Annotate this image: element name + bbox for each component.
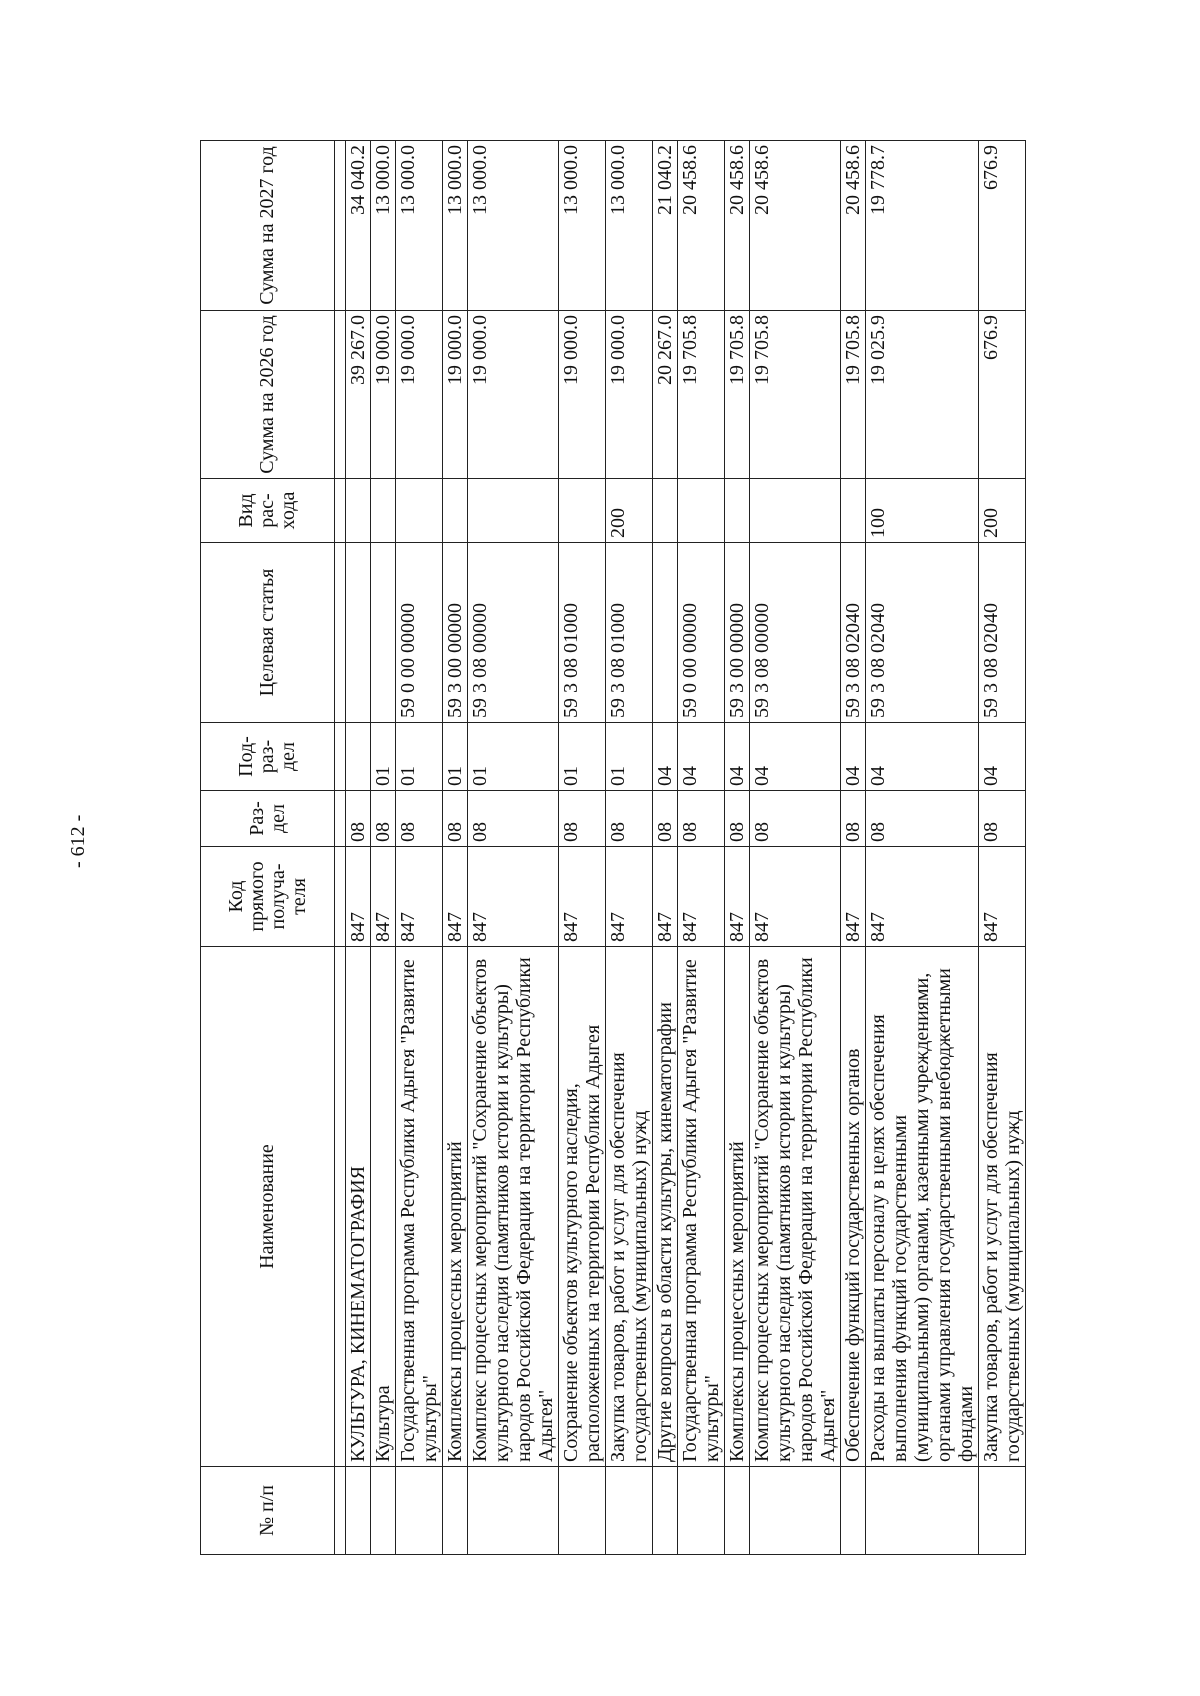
cell-name: Другие вопросы в области культуры, кинематографии xyxy=(653,947,678,1467)
cell-section: 08 xyxy=(866,791,979,847)
cell-section: 08 xyxy=(725,791,750,847)
cell-num xyxy=(443,1467,468,1555)
cell-target: 59 3 00 00000 xyxy=(725,543,750,723)
col-header-num: № п/п xyxy=(201,1467,335,1555)
cell-expense-type xyxy=(653,479,678,543)
cell-subsection: 04 xyxy=(678,723,725,791)
cell-sum-2026: 19 705.8 xyxy=(750,311,841,479)
cell-sum-2027: 676.9 xyxy=(979,141,1026,311)
cell-num xyxy=(653,1467,678,1555)
cell-subsection: 01 xyxy=(559,723,606,791)
cell-section: 08 xyxy=(443,791,468,847)
cell-sum-2026: 20 267.0 xyxy=(653,311,678,479)
cell-target: 59 0 00 00000 xyxy=(678,543,725,723)
cell-subsection: 01 xyxy=(396,723,443,791)
cell-section: 08 xyxy=(979,791,1026,847)
cell-expense-type xyxy=(371,479,396,543)
table-row xyxy=(468,141,559,1555)
cell-sum-2026: 19 705.8 xyxy=(841,311,866,479)
cell-recipient: 847 xyxy=(750,847,841,947)
cell-target: 59 0 00 00000 xyxy=(396,543,443,723)
cell-subsection: 04 xyxy=(750,723,841,791)
cell-subsection: 04 xyxy=(979,723,1026,791)
cell-sum-2026: 19 000.0 xyxy=(468,311,559,479)
cell-recipient: 847 xyxy=(653,847,678,947)
cell-expense-type: 200 xyxy=(606,479,653,543)
cell-subsection: 04 xyxy=(866,723,979,791)
table-row xyxy=(396,141,443,1555)
cell-section: 08 xyxy=(841,791,866,847)
cell-recipient: 847 xyxy=(371,847,396,947)
cell-sum-2027: 13 000.0 xyxy=(443,141,468,311)
cell-section: 08 xyxy=(396,791,443,847)
cell-sum-2026: 19 000.0 xyxy=(371,311,396,479)
cell-expense-type xyxy=(468,479,559,543)
cell-target: 59 3 08 00000 xyxy=(468,543,559,723)
cell-section: 08 xyxy=(346,791,371,847)
cell-expense-type xyxy=(396,479,443,543)
cell-sum-2027: 13 000.0 xyxy=(559,141,606,311)
cell-name: Обеспечение функций государственных органов xyxy=(841,947,866,1467)
cell-name: Закупка товаров, работ и услуг для обеспечения государственных (муниципальных) нужд xyxy=(606,947,653,1467)
cell-sum-2027: 13 000.0 xyxy=(468,141,559,311)
cell-target xyxy=(653,543,678,723)
cell-recipient: 847 xyxy=(866,847,979,947)
cell-target: 59 3 08 02040 xyxy=(841,543,866,723)
cell-num xyxy=(725,1467,750,1555)
cell-name: Государственная программа Республики Адыгея "Развитие культуры" xyxy=(396,947,443,1467)
cell-recipient: 847 xyxy=(396,847,443,947)
cell-subsection: 01 xyxy=(371,723,396,791)
cell-expense-type xyxy=(443,479,468,543)
cell-name: Закупка товаров, работ и услуг для обеспечения государственных (муниципальных) нужд xyxy=(979,947,1026,1467)
cell-sum-2027: 20 458.6 xyxy=(678,141,725,311)
cell-expense-type xyxy=(346,479,371,543)
cell-num xyxy=(678,1467,725,1555)
cell-subsection xyxy=(346,723,371,791)
col-header-section: Раз-дел xyxy=(201,791,335,847)
cell-sum-2026: 19 000.0 xyxy=(443,311,468,479)
cell-sum-2026: 19 000.0 xyxy=(396,311,443,479)
cell-sum-2027: 13 000.0 xyxy=(606,141,653,311)
cell-sum-2027: 34 040.2 xyxy=(346,141,371,311)
table-row xyxy=(979,141,1026,1555)
cell-recipient: 847 xyxy=(841,847,866,947)
rotated-page xyxy=(200,141,1024,1555)
table-row xyxy=(606,141,653,1555)
table-row xyxy=(371,141,396,1555)
table-row xyxy=(725,141,750,1555)
cell-target xyxy=(371,543,396,723)
cell-recipient: 847 xyxy=(979,847,1026,947)
cell-sum-2026: 39 267.0 xyxy=(346,311,371,479)
cell-target: 59 3 08 00000 xyxy=(750,543,841,723)
cell-recipient: 847 xyxy=(346,847,371,947)
cell-expense-type xyxy=(750,479,841,543)
budget-table xyxy=(200,140,1026,1555)
cell-subsection: 04 xyxy=(653,723,678,791)
cell-sum-2026: 19 705.8 xyxy=(725,311,750,479)
cell-recipient: 847 xyxy=(443,847,468,947)
cell-section: 08 xyxy=(371,791,396,847)
cell-subsection: 04 xyxy=(841,723,866,791)
table-row xyxy=(678,141,725,1555)
cell-num xyxy=(346,1467,371,1555)
cell-name: Комплекс процессных мероприятий "Сохранение объектов культурного наследия (памятников истории и культуры) народов Российской Федерации на территории Республики Адыгея" xyxy=(750,947,841,1467)
col-header-sum-2026: Сумма на 2026 год xyxy=(201,311,335,479)
cell-target: 59 3 08 02040 xyxy=(979,543,1026,723)
cell-section: 08 xyxy=(678,791,725,847)
cell-target: 59 3 08 01000 xyxy=(606,543,653,723)
cell-sum-2026: 19 000.0 xyxy=(606,311,653,479)
cell-name: Расходы на выплаты персоналу в целях обеспечения выполнения функций государственными (муниципальными) органами, казенными учреждениями, органами управления государственными внебюджетными фондами xyxy=(866,947,979,1467)
cell-subsection: 04 xyxy=(725,723,750,791)
cell-num xyxy=(750,1467,841,1555)
cell-sum-2026: 19 000.0 xyxy=(559,311,606,479)
col-header-expense-type: Вид рас-хода xyxy=(201,479,335,543)
header-separator-row xyxy=(335,141,346,1555)
cell-sum-2027: 19 778.7 xyxy=(866,141,979,311)
cell-sum-2027: 20 458.6 xyxy=(725,141,750,311)
cell-name: Комплекс процессных мероприятий "Сохранение объектов культурного наследия (памятников истории и культуры) народов Российской Федерации на территории Республики Адыгея" xyxy=(468,947,559,1467)
cell-section: 08 xyxy=(468,791,559,847)
table-row xyxy=(750,141,841,1555)
cell-num xyxy=(841,1467,866,1555)
cell-sum-2027: 20 458.6 xyxy=(750,141,841,311)
cell-section: 08 xyxy=(606,791,653,847)
cell-num xyxy=(559,1467,606,1555)
table-header xyxy=(201,141,335,1555)
cell-expense-type xyxy=(841,479,866,543)
cell-expense-type: 200 xyxy=(979,479,1026,543)
cell-recipient: 847 xyxy=(468,847,559,947)
cell-name: Комплексы процессных мероприятий xyxy=(443,947,468,1467)
cell-target xyxy=(346,543,371,723)
cell-num xyxy=(606,1467,653,1555)
col-header-recipient: Код прямого получа-теля xyxy=(201,847,335,947)
cell-sum-2026: 19 025.9 xyxy=(866,311,979,479)
cell-subsection: 01 xyxy=(443,723,468,791)
col-header-target: Целевая статья xyxy=(201,543,335,723)
cell-recipient: 847 xyxy=(559,847,606,947)
table-row xyxy=(559,141,606,1555)
cell-section: 08 xyxy=(559,791,606,847)
cell-recipient: 847 xyxy=(725,847,750,947)
cell-section: 08 xyxy=(653,791,678,847)
cell-sum-2026: 19 705.8 xyxy=(678,311,725,479)
cell-num xyxy=(396,1467,443,1555)
cell-recipient: 847 xyxy=(606,847,653,947)
cell-name: КУЛЬТУРА, КИНЕМАТОГРАФИЯ xyxy=(346,947,371,1467)
cell-sum-2027: 20 458.6 xyxy=(841,141,866,311)
cell-section: 08 xyxy=(750,791,841,847)
cell-sum-2027: 13 000.0 xyxy=(371,141,396,311)
cell-target: 59 3 08 01000 xyxy=(559,543,606,723)
cell-num xyxy=(468,1467,559,1555)
cell-sum-2027: 13 000.0 xyxy=(396,141,443,311)
table-row xyxy=(346,141,371,1555)
cell-name: Комплексы процессных мероприятий xyxy=(725,947,750,1467)
cell-num xyxy=(979,1467,1026,1555)
table-row xyxy=(841,141,866,1555)
cell-name: Культура xyxy=(371,947,396,1467)
cell-subsection: 01 xyxy=(606,723,653,791)
table-row xyxy=(653,141,678,1555)
cell-expense-type: 100 xyxy=(866,479,979,543)
col-header-sum-2027: Сумма на 2027 год xyxy=(201,141,335,311)
cell-expense-type xyxy=(678,479,725,543)
cell-sum-2026: 676.9 xyxy=(979,311,1026,479)
cell-target: 59 3 00 00000 xyxy=(443,543,468,723)
table-row xyxy=(866,141,979,1555)
table-body xyxy=(335,141,1026,1555)
col-header-name: Наименование xyxy=(201,947,335,1467)
table-row xyxy=(443,141,468,1555)
col-header-subsection: Под-раз-дел xyxy=(201,723,335,791)
cell-name: Государственная программа Республики Адыгея "Развитие культуры" xyxy=(678,947,725,1467)
cell-num xyxy=(371,1467,396,1555)
cell-target: 59 3 08 02040 xyxy=(866,543,979,723)
cell-name: Сохранение объектов культурного наследия, расположенных на территории Республики Адыгея xyxy=(559,947,606,1467)
cell-recipient: 847 xyxy=(678,847,725,947)
page-number: - 612 - xyxy=(67,814,89,868)
cell-expense-type xyxy=(725,479,750,543)
cell-subsection: 01 xyxy=(468,723,559,791)
cell-num xyxy=(866,1467,979,1555)
cell-expense-type xyxy=(559,479,606,543)
cell-sum-2027: 21 040.2 xyxy=(653,141,678,311)
